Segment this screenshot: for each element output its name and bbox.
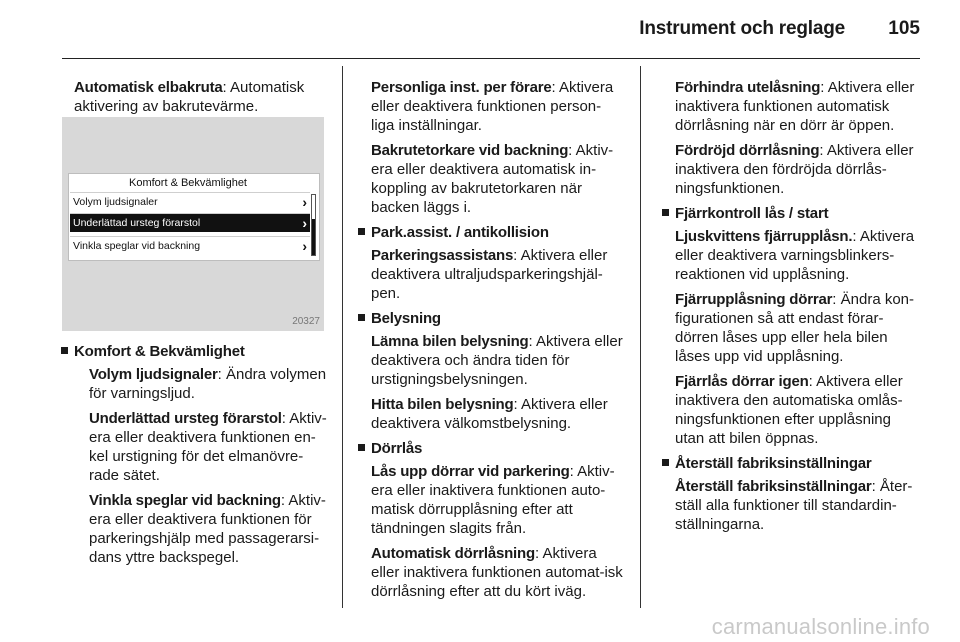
menu-item-label: Vinkla speglar vid backning	[73, 240, 201, 252]
term: Fjärrupplåsning dörrar	[675, 291, 833, 308]
column-2	[356, 78, 624, 607]
display-screenshot-figure	[62, 117, 324, 331]
column-divider	[640, 66, 641, 608]
list-item	[89, 409, 330, 485]
description: : Aktivera eller inaktivera funktionen automat-isk dörrlåsning efter att du kört iväg.	[371, 545, 623, 600]
section-heading-text: Park.assist. / antikollision	[371, 224, 549, 241]
figure-id: 20327	[292, 316, 320, 327]
column-1-lower	[74, 342, 330, 573]
term: Bakrutetorkare vid backning	[371, 142, 569, 159]
term: Återställ fabriksinställningar	[675, 478, 872, 495]
description: : Aktivera eller inaktivera den fördröjda dörrlås-ningsfunktionen.	[675, 142, 914, 197]
page-header-title: Instrument och reglage	[639, 18, 845, 39]
section-heading	[371, 223, 624, 242]
term: Vinkla speglar vid backning	[89, 492, 281, 509]
list-item	[675, 227, 922, 284]
section-heading	[371, 439, 624, 458]
chevron-right-icon: ›	[302, 194, 307, 210]
description: : Ändra volymen för varningsljud.	[89, 366, 327, 402]
menu-item-label: Volym ljudsignaler	[73, 196, 158, 208]
section-heading-text: Komfort & Bekvämlighet	[74, 343, 245, 360]
list-item	[371, 544, 624, 601]
section-heading	[675, 204, 922, 223]
section-items	[371, 332, 624, 433]
description: : Aktivera eller inaktivera den automatiska omlås-ningsfunktionen efter upplåsning utan att bilen öppnas.	[675, 373, 903, 447]
description: : Ändra kon-figurationen så att endast förar-dörren låses upp eller hela bilen låses upp vid upplåsning.	[675, 291, 915, 365]
menu-item	[70, 192, 310, 211]
description: : Aktivera eller deaktivera varningsblinkers-reaktionen vid upplåsning.	[675, 228, 915, 283]
section-items	[371, 246, 624, 303]
list-item	[89, 491, 330, 567]
term: Ljuskvittens fjärrupplåsn.	[675, 228, 853, 245]
section-items	[675, 477, 922, 534]
term: Underlättad ursteg förarstol	[89, 410, 282, 427]
list-item	[89, 365, 330, 403]
description: : Aktivera eller deaktivera och ändra tiden för urstigningsbelysningen.	[371, 333, 623, 388]
description: : Aktivera eller deaktivera ultraljudsparkeringshjäl-pen.	[371, 247, 608, 302]
list-item	[675, 78, 922, 135]
term: Parkeringsassistans	[371, 247, 514, 264]
description: : Aktivera eller inaktivera funktionen automatisk dörrlåsning när en dörr är öppen.	[675, 79, 915, 134]
page-number: 105	[888, 18, 920, 39]
description: : Aktivera eller deaktivera funktionen person-liga inställningar.	[371, 79, 614, 134]
infotainment-screen	[68, 173, 320, 261]
section-heading	[371, 309, 624, 328]
term: Personliga inst. per förare	[371, 79, 552, 96]
menu-item	[70, 236, 310, 255]
description: : Aktiv-era eller inaktivera funktionen auto-matisk dörrupplåsning efter att tändningen slagits från.	[371, 463, 615, 537]
list-item	[675, 372, 922, 448]
section-items	[675, 227, 922, 448]
section-items	[371, 462, 624, 601]
chevron-right-icon: ›	[302, 238, 307, 254]
term: Lämna bilen belysning	[371, 333, 529, 350]
list-item	[675, 290, 922, 366]
screen-title: Komfort & Bekvämlighet	[129, 177, 247, 189]
list-item	[371, 246, 624, 303]
term: Volym ljudsignaler	[89, 366, 218, 383]
section-items	[89, 365, 330, 567]
term: Automatisk dörrlåsning	[371, 545, 535, 562]
description: : Aktivera eller deaktivera välkomstbelysning.	[371, 396, 608, 432]
list-item	[371, 141, 624, 217]
description: : Aktiv-era eller deaktivera funktionen en-kel urstigning för det elmanövre-rade sätet.	[89, 410, 327, 484]
section-heading-text: Belysning	[371, 310, 441, 327]
section-heading	[74, 342, 330, 361]
list-item	[675, 477, 922, 534]
menu-item-label: Underlättad ursteg förarstol	[73, 217, 201, 229]
scroll-thumb	[312, 219, 315, 255]
term: Förhindra utelåsning	[675, 79, 821, 96]
screen-scrollbar	[311, 194, 316, 256]
chevron-right-icon: ›	[302, 215, 307, 231]
term: Automatisk elbakruta	[74, 79, 223, 96]
description: : Aktiv-era eller deaktivera funktionen för parkeringshjälp med passagerarsi-dans yttre backspegel.	[89, 492, 326, 566]
section-heading-text: Dörrlås	[371, 440, 423, 457]
column-1	[74, 78, 330, 122]
header-rule	[62, 58, 920, 59]
list-item	[371, 395, 624, 433]
list-item	[675, 141, 922, 198]
description: : Åter-ställ alla funktioner till standardin-ställningarna.	[675, 478, 913, 533]
section-heading-text: Återställ fabriksinställningar	[675, 455, 872, 472]
list-item	[371, 462, 624, 538]
description: : Automatisk aktivering av bakrutevärme.	[74, 79, 305, 115]
menu-item-selected	[70, 213, 310, 232]
pre-items	[371, 78, 624, 217]
list-item	[371, 332, 624, 389]
term: Lås upp dörrar vid parkering	[371, 463, 570, 480]
term: Fjärrlås dörrar igen	[675, 373, 809, 390]
column-divider	[342, 66, 343, 608]
section-heading	[675, 454, 922, 473]
watermark: carmanualsonline.info	[711, 614, 930, 639]
list-item	[371, 78, 624, 135]
intro-paragraph	[74, 78, 330, 116]
section-heading-text: Fjärrkontroll lås / start	[675, 205, 829, 222]
description: : Aktiv-era eller deaktivera automatisk in-koppling av bakrutetorkaren när backen läggs i.	[371, 142, 614, 216]
column-3	[660, 78, 922, 540]
term: Fördröjd dörrlåsning	[675, 142, 820, 159]
term: Hitta bilen belysning	[371, 396, 514, 413]
pre-items	[675, 78, 922, 198]
